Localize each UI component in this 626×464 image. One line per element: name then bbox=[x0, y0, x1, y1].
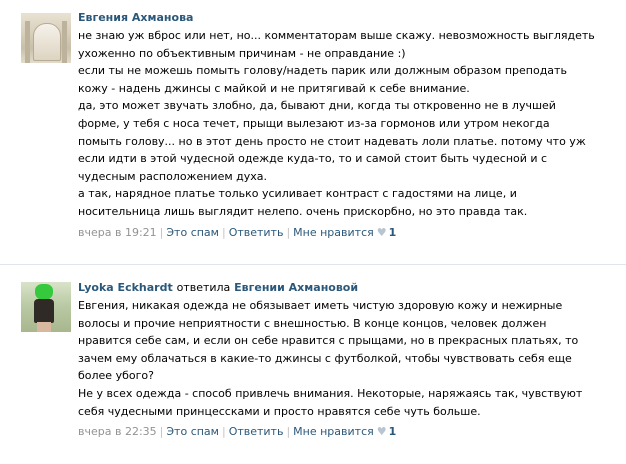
avatar[interactable] bbox=[21, 13, 71, 63]
comment-line: чудесным расположением духа. bbox=[78, 169, 267, 183]
comment-item bbox=[0, 265, 626, 464]
comment-line: волосы и прочие неприятности с внешностью. В конце концов, человек должен bbox=[78, 316, 547, 330]
avatar-photo-icon bbox=[35, 284, 53, 300]
report-spam-link[interactable]: Это спам bbox=[166, 425, 219, 439]
comment-line: носительница лишь выглядит нелепо. очень прискорбно, но это правда так. bbox=[78, 204, 528, 218]
like-link[interactable]: Мне нравится bbox=[293, 225, 374, 239]
comment-content bbox=[78, 279, 606, 440]
comment-line: да, это может звучать злобно, да, бывают дни, когда ты откровенно не в лучшей bbox=[78, 99, 556, 113]
author-name-link[interactable]: Евгения Ахманова bbox=[78, 11, 194, 24]
divider: | bbox=[286, 425, 291, 439]
divider: | bbox=[221, 225, 226, 239]
comment-meta bbox=[78, 424, 606, 440]
comment-line: зачем ему облачаться в какие-то джинсы с футболкой, чтобы чувствовать себя еще bbox=[78, 351, 572, 365]
comment-line: более убого? bbox=[78, 369, 154, 383]
reply-link[interactable]: Ответить bbox=[228, 225, 284, 239]
heart-icon[interactable]: ♥ bbox=[376, 425, 387, 439]
divider: | bbox=[159, 425, 164, 439]
comment-line: Не у всех одежда - способ привлечь внимания. Некоторые, наряжаясь так, чувствуют bbox=[78, 386, 583, 400]
comment-content bbox=[78, 9, 606, 241]
timestamp-link[interactable]: вчера в 22:35 bbox=[78, 425, 157, 439]
comment-line: не знаю уж вброс или нет, но... комментаторам выше скажу. невозможность выглядеть bbox=[78, 29, 595, 42]
reply-link[interactable]: Ответить bbox=[228, 425, 284, 439]
like-count[interactable]: 1 bbox=[388, 425, 397, 439]
avatar[interactable] bbox=[21, 282, 71, 332]
comment-text bbox=[78, 27, 606, 221]
comment-text bbox=[78, 297, 606, 420]
comment-line: ухоженно по объективным причинам - не оправдание :) bbox=[78, 46, 406, 60]
comment-line: если ты не можешь помыть голову/надеть парик или должным образом преподать bbox=[78, 64, 567, 78]
comment-line: а так, нарядное платье только усиливает контраст с гадостями на лице, и bbox=[78, 187, 517, 201]
reply-word: ответила bbox=[176, 281, 231, 294]
like-count[interactable]: 1 bbox=[388, 225, 397, 239]
divider: | bbox=[221, 425, 226, 439]
comment-line: себя чудесными принцессками и просто нравятся себе чуть больше. bbox=[78, 404, 481, 418]
heart-icon[interactable]: ♥ bbox=[376, 225, 387, 239]
comment-line: если идти в этой чудесной одежде куда-то, то и самой стоит быть чудесной и с bbox=[78, 152, 548, 166]
comment-line: Евгения, никакая одежда не обязывает иметь чистую здоровую кожу и нежирные bbox=[78, 299, 563, 312]
author-name-link[interactable]: Lyoka Eckhardt bbox=[78, 281, 173, 294]
timestamp-link[interactable]: вчера в 19:21 bbox=[78, 225, 157, 239]
like-link[interactable]: Мне нравится bbox=[293, 425, 374, 439]
reply-to-link[interactable]: Евгении Ахмановой bbox=[234, 281, 359, 294]
comment-line: помыть голову... но в этот день просто не стоит надевать лоли платье. потому что уж bbox=[78, 134, 586, 148]
comment-meta bbox=[78, 225, 606, 241]
divider: | bbox=[286, 225, 291, 239]
divider: | bbox=[159, 225, 164, 239]
comment-line: кожу - надень джинсы с майкой и не притягивай к себе внимание. bbox=[78, 81, 470, 95]
comment-line: форме, у тебя с носа течет, прыщи вылезают из-за гормонов или утром некогда bbox=[78, 116, 550, 130]
report-spam-link[interactable]: Это спам bbox=[166, 225, 219, 239]
avatar-photo-icon bbox=[25, 21, 30, 63]
comment-line: нравится себе сам, и если он себе нравится с прыщами, но в прекрасных платьях, то bbox=[78, 334, 579, 348]
